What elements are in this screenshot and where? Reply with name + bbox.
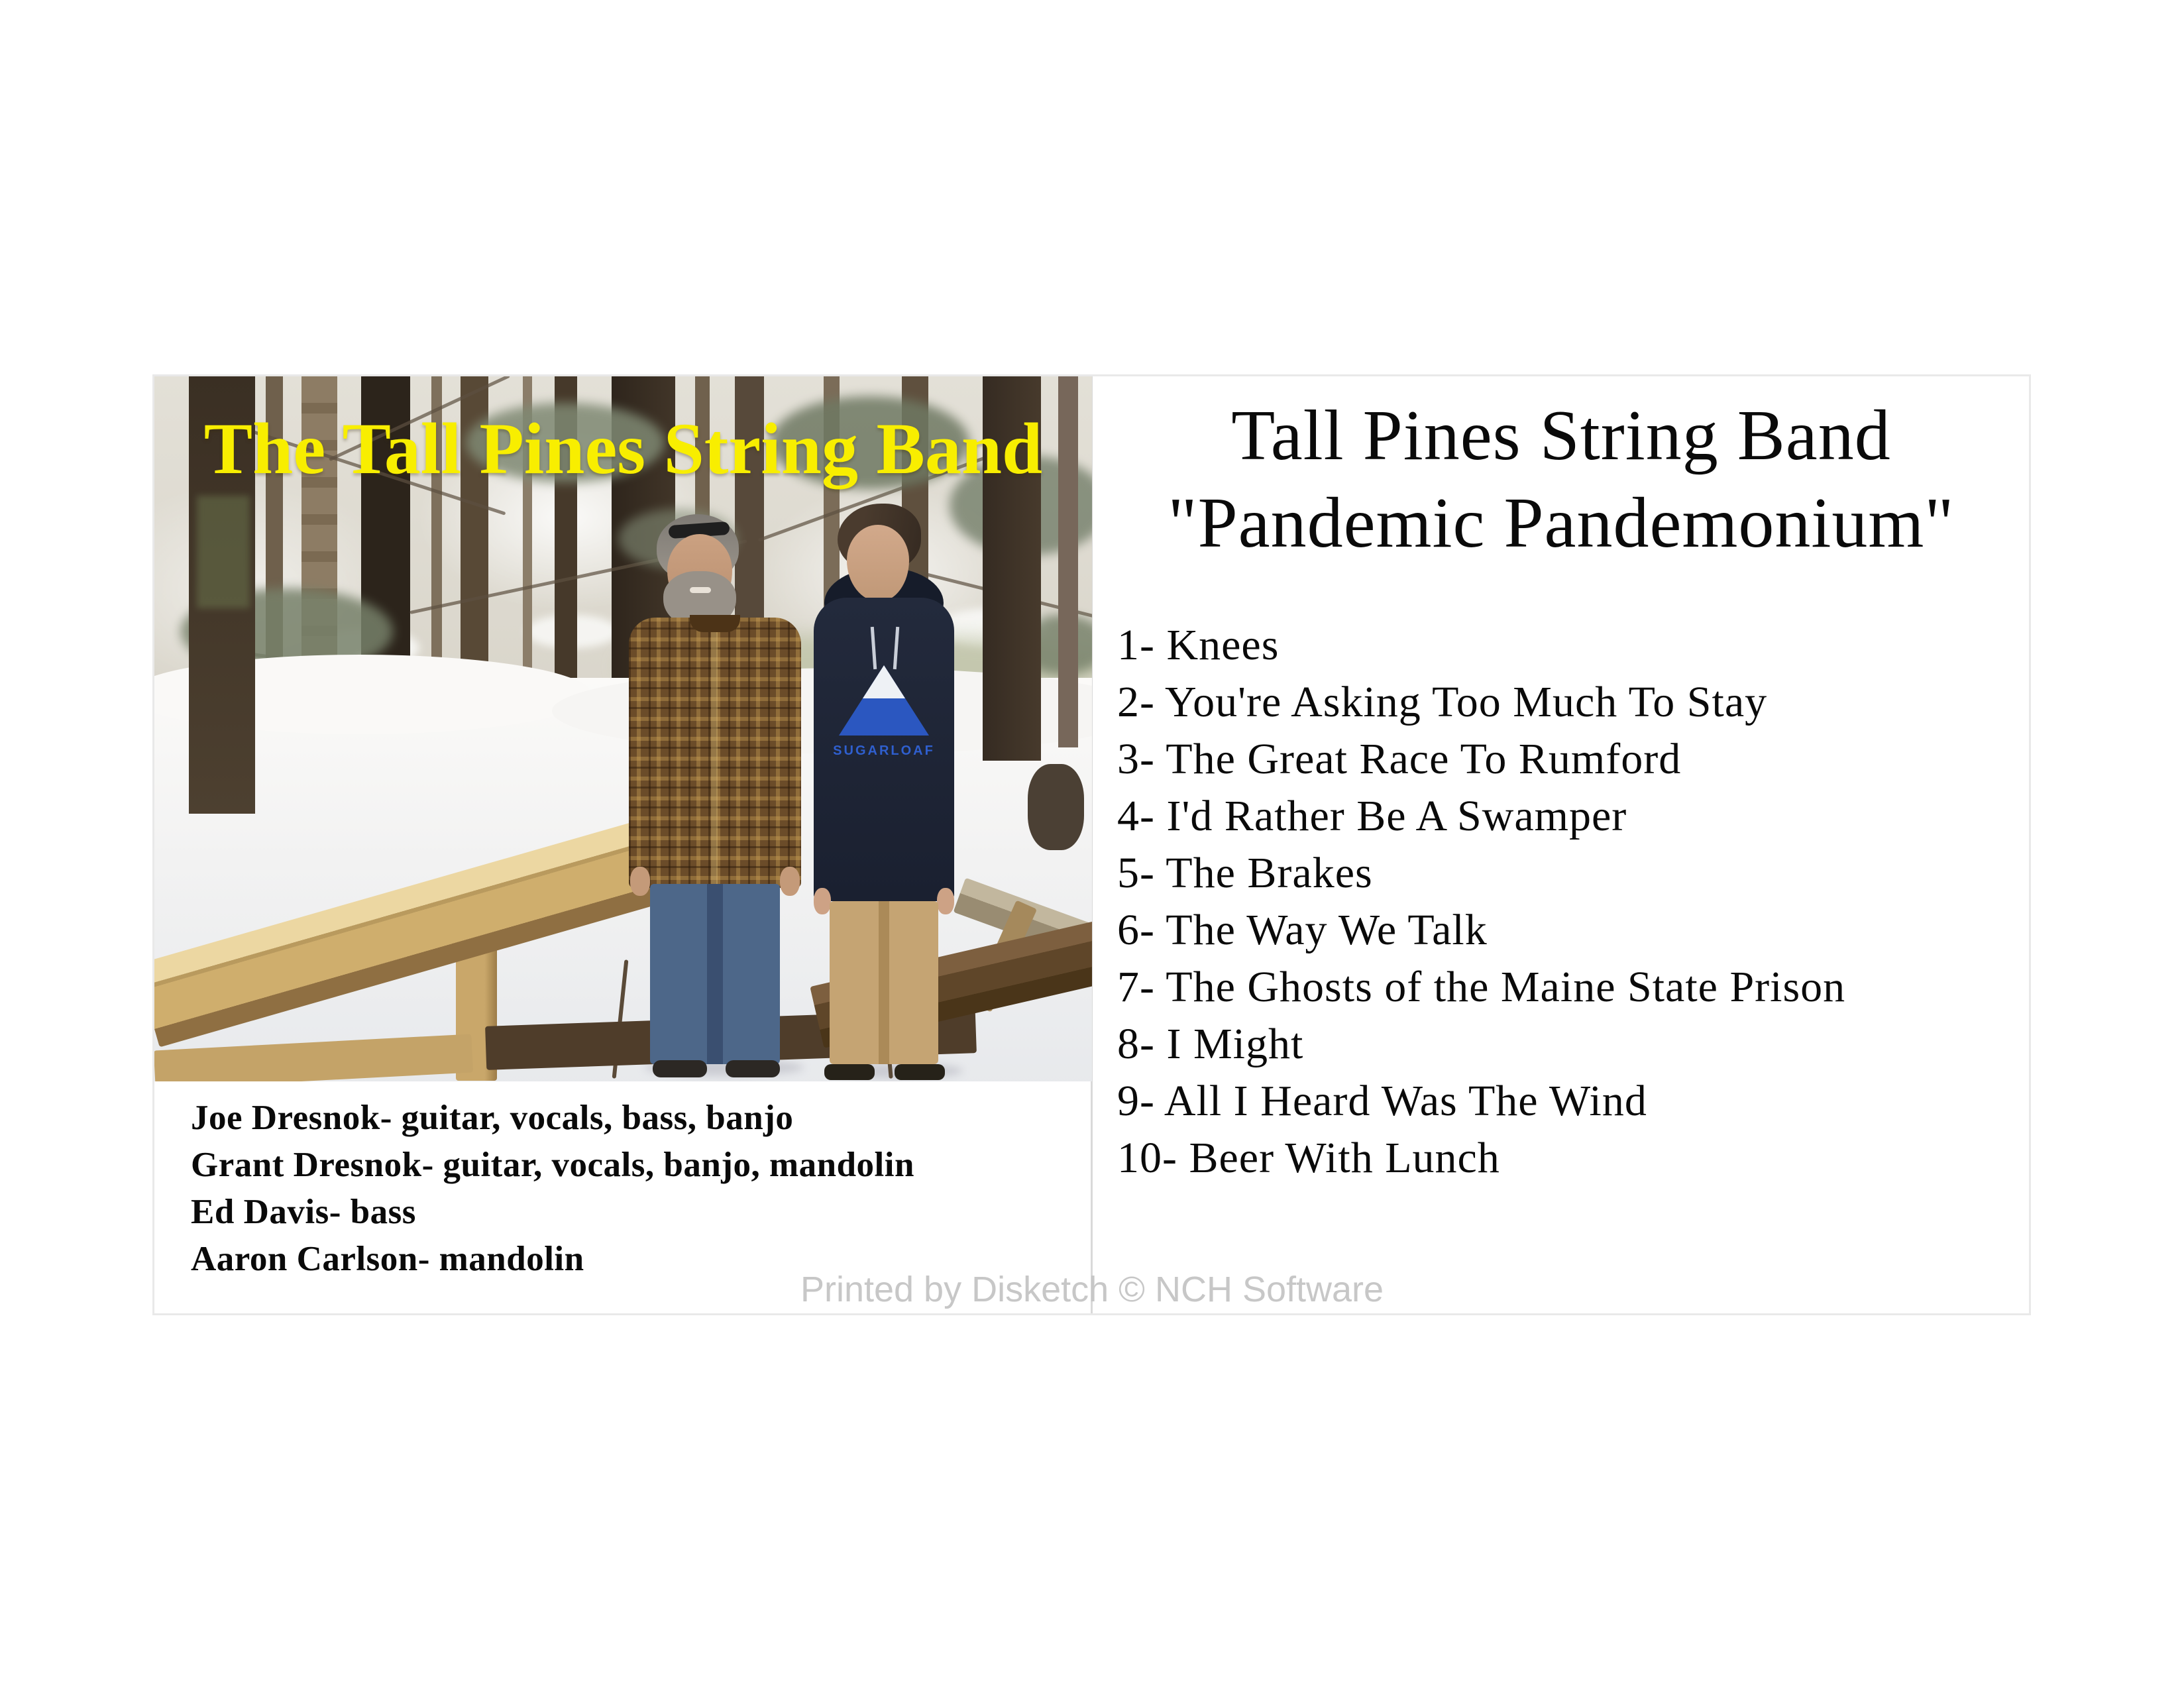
track-item: 3- The Great Race To Rumford [1117,735,1682,783]
track-list [1117,617,1845,1187]
track-item: 9- All I Heard Was The Wind [1117,1077,1647,1125]
track-item: 7- The Ghosts of the Maine State Prison [1117,963,1846,1011]
credit-line: Joe Dresnok- guitar, vocals, bass, banjo [191,1099,794,1137]
teen-khakis [830,901,938,1064]
man-collar [690,615,740,632]
credit-line: Aaron Carlson- mandolin [191,1240,584,1278]
man-hand [780,867,800,896]
man-shoe [653,1060,707,1077]
artist-name: Tall Pines String Band [1231,396,1891,475]
track-item: 6- The Way We Talk [1117,906,1488,954]
man-smile [690,587,711,593]
credit-line: Grant Dresnok- guitar, vocals, banjo, mandolin [191,1146,914,1184]
credit-line: Ed Davis- bass [191,1193,416,1231]
teen-hand [937,888,954,914]
mountain-snowcap-icon [863,665,905,698]
man-hand [630,867,650,896]
man-shoe [726,1060,780,1077]
track-item: 1- Knees [1117,621,1280,669]
teen-hand [814,888,831,914]
man-shirt-placket [711,622,718,884]
credits-block [191,1095,1079,1283]
teen-face [847,525,909,602]
track-item: 10- Beer With Lunch [1117,1134,1500,1182]
track-item: 2- You're Asking Too Much To Stay [1117,678,1768,726]
tree-moss [197,496,250,608]
band-photo [154,376,1092,1081]
band-member-teen [814,504,954,1081]
track-item: 5- The Brakes [1117,849,1373,897]
cover-title: The Tall Pines String Band [203,408,1043,489]
teen-shoe [824,1064,875,1080]
band-member-man [629,509,801,1081]
album-name: "Pandemic Pandemonium" [1168,484,1955,563]
tree-stump [1028,764,1084,850]
hoodie-logo-text: SUGARLOAF [833,743,935,758]
man-jeans [650,884,780,1064]
teen-shoe [895,1064,945,1080]
disketch-watermark: Printed by Disketch © NCH Software [800,1270,1384,1309]
track-item: 4- I'd Rather Be A Swamper [1117,792,1627,840]
album-title-block [1093,392,2030,567]
track-item: 8- I Might [1117,1020,1304,1068]
